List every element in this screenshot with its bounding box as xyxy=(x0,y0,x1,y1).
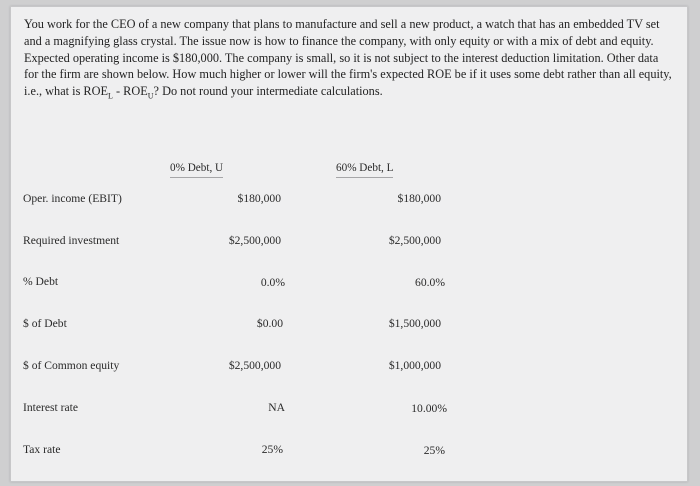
cell-interest-unlevered: NA xyxy=(268,401,285,414)
cell-dollar-debt-unlevered: $0.00 xyxy=(256,317,283,330)
cell-ebit-levered: $180,000 xyxy=(397,192,441,205)
roe-levered-subscript: L xyxy=(108,91,113,101)
question-body: You work for the CEO of a new company that plans to manufacture and sell a new product, a watch that has an embedded TV set and a magnifying glass crystal. The issue now is how to finance the company, with only equity or with a mix of debt and equity. Expected operating income is $180,000. The company is small, so it is not subject to the interest deduction limitation. Other data for the firm are shown below. How much higher or lower will the firm's expected ROE be if it uses some debt rather than all equity, i.e., what is ROE xyxy=(24,17,672,99)
column-header-unlevered: 0% Debt, U xyxy=(170,162,223,178)
cell-percent-debt-levered: 60.0% xyxy=(415,276,445,289)
roe-unlevered-subscript: U xyxy=(147,91,154,101)
problem-sheet xyxy=(10,6,688,482)
row-label-tax-rate: Tax rate xyxy=(23,443,61,456)
question-ending: ? Do not round your intermediate calculations. xyxy=(153,84,383,99)
row-label-percent-debt: % Debt xyxy=(23,275,59,288)
cell-equity-unlevered: $2,500,000 xyxy=(228,359,281,372)
row-label-required-investment: Required investment xyxy=(23,234,120,247)
cell-investment-levered: $2,500,000 xyxy=(388,234,441,247)
row-label-common-equity: $ of Common equity xyxy=(23,359,120,372)
cell-tax-unlevered: 25% xyxy=(261,443,283,456)
row-label-dollar-debt: $ of Debt xyxy=(23,317,67,330)
column-header-levered: 60% Debt, L xyxy=(336,162,393,178)
roe-minus: - ROE xyxy=(112,84,148,99)
cell-investment-unlevered: $2,500,000 xyxy=(228,234,281,247)
cell-dollar-debt-levered: $1,500,000 xyxy=(388,317,441,330)
cell-interest-levered: 10.00% xyxy=(411,402,447,415)
cell-tax-levered: 25% xyxy=(423,444,445,457)
cell-ebit-unlevered: $180,000 xyxy=(237,192,281,205)
cell-percent-debt-unlevered: 0.0% xyxy=(260,276,285,289)
row-label-ebit: Oper. income (EBIT) xyxy=(23,192,122,205)
row-label-interest-rate: Interest rate xyxy=(23,401,79,414)
question-text xyxy=(24,16,674,100)
cell-equity-levered: $1,000,000 xyxy=(388,359,441,372)
